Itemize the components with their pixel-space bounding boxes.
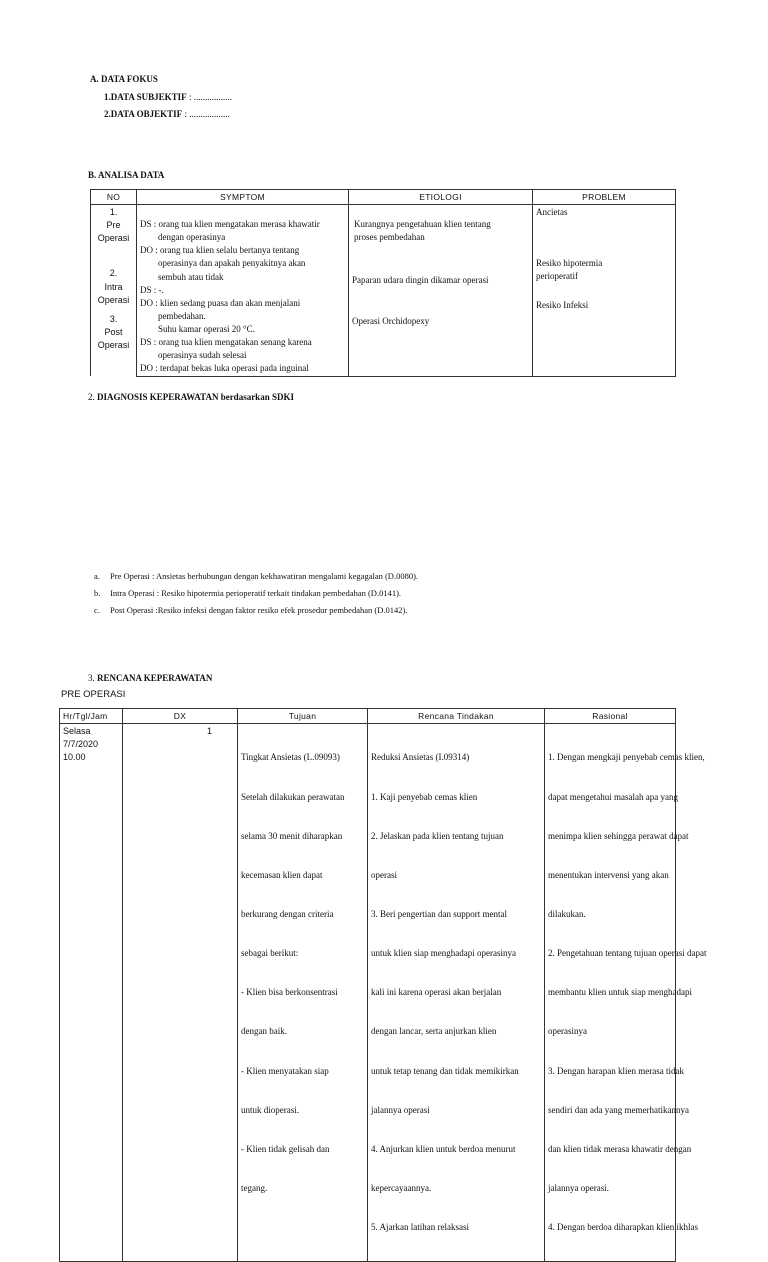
diagnosis-mark-c: c. xyxy=(94,605,100,615)
row3-problem-1: Resiko Infeksi xyxy=(536,300,589,311)
rencana-date-cell xyxy=(60,724,123,1262)
rasional-line-4: menentukan intervensi yang akan xyxy=(548,869,669,880)
analisa-data-table xyxy=(90,189,676,377)
rencana-dx-cell xyxy=(123,724,238,1262)
header-rencana: Rencana Tindakan xyxy=(368,709,545,724)
row1-etiologi-1: Kurangnya pengetahuan klien tentang xyxy=(354,219,491,230)
header-dx: DX xyxy=(123,709,238,724)
rencana-time: 10.00 xyxy=(63,752,86,763)
rencana-line-4: operasi xyxy=(371,869,397,880)
analisa-symptom-cell xyxy=(137,205,349,377)
pre-operasi-subtitle: PRE OPERASI xyxy=(61,689,126,700)
rasional-line-12: jalannya operasi. xyxy=(548,1182,609,1193)
rencana-line-2: 1. Kaji penyebab cemas klien xyxy=(371,791,478,802)
section-2-heading: DIAGNOSIS KEPERAWATAN berdasarkan SDKI xyxy=(97,392,294,402)
rasional-line-10: sendiri dan ada yang memerhatikannya xyxy=(548,1104,689,1115)
analisa-row xyxy=(91,205,676,377)
data-subjektif-label: 1.DATA SUBJEKTIF xyxy=(104,92,187,102)
row1-symptom-2: dengan operasinya xyxy=(158,232,226,243)
row2-problem xyxy=(536,257,672,283)
rasional-line-6: 2. Pengetahuan tentang tujuan operasi dapat xyxy=(548,948,707,959)
row2-no-2: Intra xyxy=(104,281,123,292)
row3-etiologi xyxy=(352,315,529,328)
rasional-line-9: 3. Dengan harapan klien merasa tidak xyxy=(548,1065,684,1076)
rencana-row xyxy=(60,724,676,1262)
data-objektif-label: 2.DATA OBJEKTIF xyxy=(104,109,183,119)
row2-etiologi-1: Paparan udara dingin dikamar operasi xyxy=(352,275,489,286)
row2-symptom-1: DS : -. xyxy=(140,284,164,295)
data-subjektif-value: : ................. xyxy=(186,92,232,102)
rencana-table xyxy=(59,708,707,1262)
row2-symptom-3: pembedahan. xyxy=(158,310,206,321)
row2-etiologi xyxy=(352,274,529,287)
rencana-line-10: jalannya operasi xyxy=(371,1104,430,1115)
header-etiologi: ETIOLOGI xyxy=(349,190,533,205)
analisa-header-row xyxy=(91,190,676,205)
row1-problem xyxy=(536,206,672,219)
tujuan-line-2: Setelah dilakukan perawatan xyxy=(241,791,345,802)
row1-etiologi-2: proses pembedahan xyxy=(354,232,425,243)
header-tanggal: Hr/Tgl/Jam xyxy=(60,709,123,724)
rencana-line-6: untuk klien siap menghadapi operasinya xyxy=(371,948,516,959)
tujuan-line-11: - Klien tidak gelisah dan xyxy=(241,1143,330,1154)
header-rasional: Rasional xyxy=(545,709,676,724)
rasional-line-11: dan klien tidak merasa khawatir dengan xyxy=(548,1143,692,1154)
rencana-line-7: kali ini karena operasi akan berjalan xyxy=(371,987,502,998)
header-problem: PROBLEM xyxy=(533,190,676,205)
row2-symptom xyxy=(140,284,345,336)
rasional-line-2: dapat mengetahui masalah apa yang xyxy=(548,791,678,802)
rencana-day: Selasa xyxy=(63,726,91,737)
tujuan-line-4: kecemasan klien dapat xyxy=(241,869,323,880)
diagnosis-item-c xyxy=(94,604,407,616)
diagnosis-item-a xyxy=(94,570,418,582)
row2-symptom-4: Suhu kamar operasi 20 °C. xyxy=(158,323,255,334)
rencana-line-3: 2. Jelaskan pada klien tentang tujuan xyxy=(371,830,504,841)
row3-problem xyxy=(536,299,672,312)
tujuan-line-7: - Klien bisa berkonsentrasi xyxy=(241,987,338,998)
rencana-line-9: untuk tetap tenang dan tidak memikirkan xyxy=(371,1065,519,1076)
diagnosis-text-c: Post Operasi :Resiko infeksi dengan faktor resiko efek prosedur pembedahan (D.0142). xyxy=(110,605,408,615)
tujuan-line-9: - Klien menyatakan siap xyxy=(241,1065,329,1076)
data-objektif-line xyxy=(104,108,230,121)
row2-no-3: Operasi xyxy=(97,294,130,305)
diagnosis-item-b xyxy=(94,587,401,599)
row1-no xyxy=(94,206,133,245)
rencana-date: 7/7/2020 xyxy=(63,739,99,750)
data-objektif-value: : .................. xyxy=(182,109,230,119)
row3-etiologi-1: Operasi Orchidopexy xyxy=(352,316,430,327)
row2-symptom-2: DO : klien sedang puasa dan akan menjalani xyxy=(140,297,301,308)
section-a-title: A. DATA FOKUS xyxy=(90,74,158,84)
rasional-line-5: dilakukan. xyxy=(548,908,586,919)
row1-symptom xyxy=(140,218,345,283)
row1-no-1: 1. xyxy=(109,207,118,218)
row1-problem-1: Ancietas xyxy=(536,207,568,218)
rasional-line-13: 4. Dengan berdoa diharapkan klien ikhlas xyxy=(548,1222,698,1233)
header-tujuan: Tujuan xyxy=(238,709,368,724)
row3-symptom-1: DS : orang tua klien mengatakan senang karena xyxy=(140,336,312,347)
row3-no xyxy=(94,313,133,352)
rencana-line-8: dengan lancar, serta anjurkan klien xyxy=(371,1026,497,1037)
diagnosis-text-a: Pre Operasi : Ansietas berhubungan dengan kekhawatiran mengalami kegagalan (D.0080). xyxy=(110,571,419,581)
tujuan-line-8: dengan baik. xyxy=(241,1026,287,1037)
row2-problem-1: Resiko hipotermia xyxy=(536,258,603,269)
section-3-title xyxy=(88,672,212,685)
section-2-title xyxy=(88,391,294,404)
row2-no xyxy=(94,267,133,306)
section-3-heading: RENCANA KEPERAWATAN xyxy=(97,673,213,683)
tujuan-line-10: untuk dioperasi. xyxy=(241,1104,299,1115)
row3-symptom-2: operasinya sudah selesai xyxy=(158,349,247,360)
diagnosis-mark-a: a. xyxy=(94,571,100,581)
rasional-line-1: 1. Dengan mengkaji penyebab cemas klien, xyxy=(548,752,705,763)
row3-no-2: Post xyxy=(104,326,123,337)
rencana-tujuan-cell xyxy=(238,724,368,1262)
rencana-line-13: 5. Ajarkan latihan relaksasi xyxy=(371,1222,469,1233)
rencana-line-12: kepercayaannya. xyxy=(371,1182,432,1193)
rencana-line-5: 3. Beri pengertian dan support mental xyxy=(371,908,507,919)
tujuan-line-5: berkurang dengan criteria xyxy=(241,908,334,919)
analisa-etiologi-cell xyxy=(349,205,533,377)
section-3-number: 3. xyxy=(88,673,97,683)
section-b-title: B. ANALISA DATA xyxy=(88,170,165,180)
rencana-line-11: 4. Anjurkan klien untuk berdoa menurut xyxy=(371,1143,516,1154)
row1-etiologi xyxy=(352,218,529,244)
rencana-tindakan-cell xyxy=(368,724,545,1262)
analisa-problem-cell xyxy=(533,205,676,377)
header-no: NO xyxy=(91,190,137,205)
rasional-line-3: menimpa klien sehingga perawat dapat xyxy=(548,830,689,841)
analisa-no-cell xyxy=(91,205,137,377)
section-2-number: 2. xyxy=(88,392,97,402)
rencana-dx: 1 xyxy=(207,726,213,737)
row3-no-1: 3. xyxy=(109,313,118,324)
diagnosis-mark-b: b. xyxy=(94,588,101,598)
rencana-line-1: Reduksi Ansietas (I.09314) xyxy=(371,752,470,763)
row1-symptom-1: DS : orang tua klien mengatakan merasa khawatir xyxy=(140,219,320,230)
row1-symptom-4: operasinya dan apakah penyakitnya akan xyxy=(158,258,306,269)
row2-problem-2: perioperatif xyxy=(536,271,578,282)
tujuan-line-12: tegang. xyxy=(241,1182,268,1193)
diagnosis-text-b: Intra Operasi : Resiko hipotermia perioperatif terkait tindakan pembedahan (D.0141). xyxy=(110,588,402,598)
row3-symptom-3: DO : terdapat bekas luka operasi pada inguinal xyxy=(140,362,309,373)
tujuan-line-6: sebagai berikut: xyxy=(241,948,299,959)
header-symptom: SYMPTOM xyxy=(137,190,349,205)
rencana-header-row xyxy=(60,709,676,724)
row1-no-2: Pre xyxy=(106,220,121,231)
row1-symptom-3: DO : orang tua klien selalu bertanya tentang xyxy=(140,245,300,256)
row3-symptom xyxy=(140,336,345,375)
data-subjektif-line xyxy=(104,91,232,104)
row1-no-3: Operasi xyxy=(97,233,130,244)
rasional-line-8: operasinya xyxy=(548,1026,587,1037)
rasional-line-7: membantu klien untuk siap menghadapi xyxy=(548,987,692,998)
row2-no-1: 2. xyxy=(109,268,118,279)
tujuan-line-1: Tingkat Ansietas (L.09093) xyxy=(241,752,340,763)
rencana-rasional-cell xyxy=(545,724,707,1262)
tujuan-line-3: selama 30 menit diharapkan xyxy=(241,830,343,841)
row3-no-3: Operasi xyxy=(97,339,130,350)
row1-symptom-5: sembuh atau tidak xyxy=(158,271,224,282)
